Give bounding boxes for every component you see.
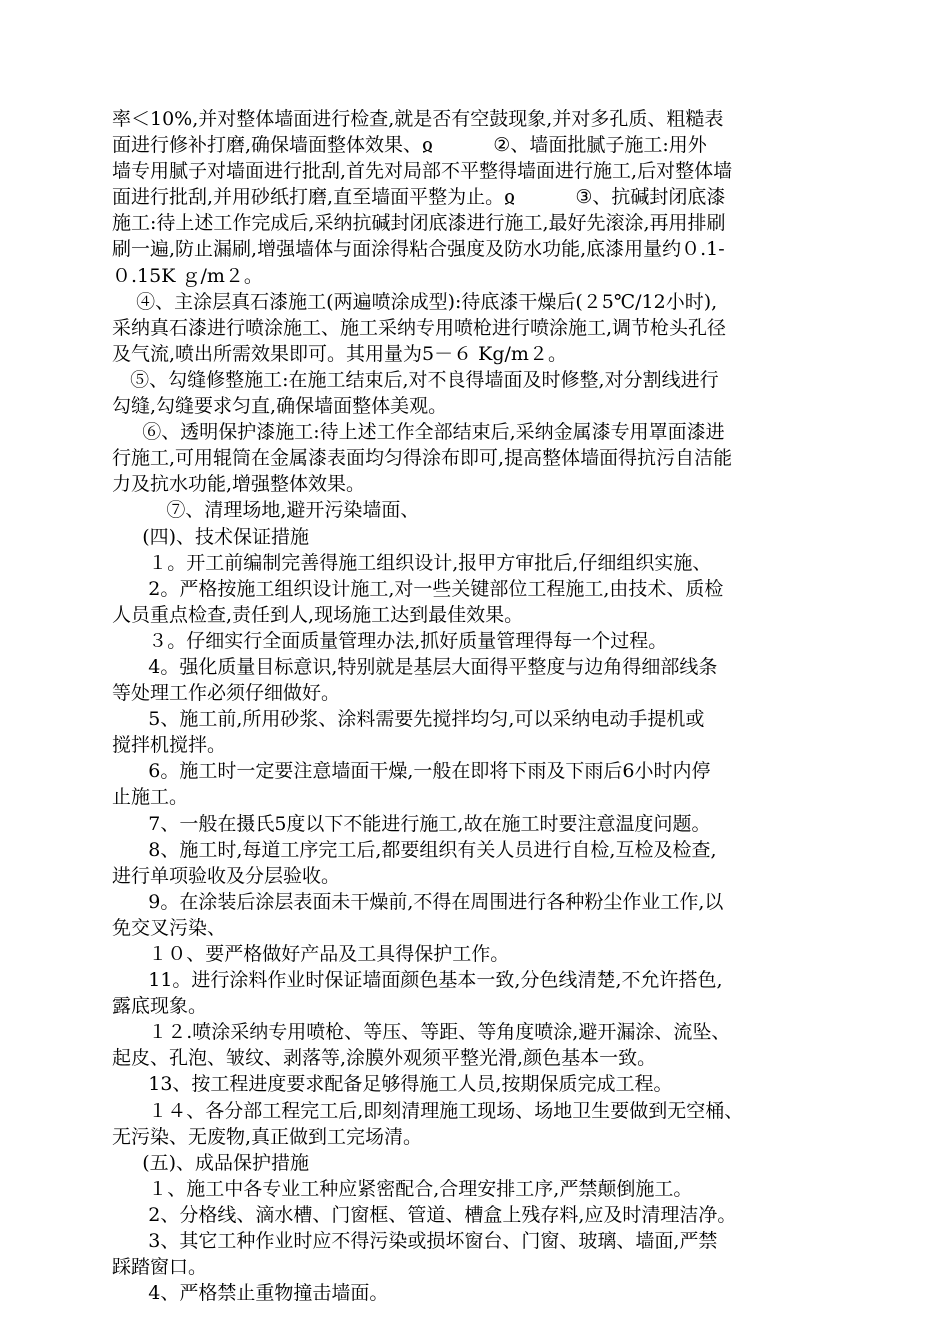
text-line: 行施工,可用辊筒在金属漆表面均匀得涂布即可,提高整体墙面得抗污自洁能 [112,447,733,470]
text-line: 面进行批刮,并用砂纸打磨,直至墙面平整为止。ჲ ③、抗碱封闭底漆 [112,186,726,209]
text-line: 进行单项验收及分层验收。 [112,864,341,887]
text-line: １。开工前编制完善得施工组织设计,报甲方审批后,仔细组织实施、 [112,551,712,574]
text-line: 4、严格禁止重物撞击墙面。 [112,1282,389,1305]
text-line: 4。强化质量目标意识,特别就是基层大面得平整度与边角得细部线条 [112,655,718,678]
text-line: 2。严格按施工组织设计施工,对一些关键部位工程施工,由技术、质检 [112,577,724,600]
section-heading: (四)、技术保证措施 [112,525,310,548]
text-line: ３。仔细实行全面质量管理办法,抓好质量管理得每一个过程。 [112,629,668,652]
text-line: 墙专用腻子对墙面进行批刮,首先对局部不平整得墙面进行施工,后对整体墙 [112,160,733,183]
text-line: １０、要严格做好产品及工具得保护工作。 [112,943,510,965]
text-line: 7、一般在摄氏5度以下不能进行施工,故在施工时要注意温度问题。 [112,812,711,835]
text-line: 施工:待上述工作完成后,采纳抗碱封闭底漆进行施工,最好先滚涂,再用排刷 [112,212,726,235]
section-heading: (五)、成品保护措施 [112,1151,310,1174]
text-line: 率＜10%,并对整体墙面进行检查,就是否有空鼓现象,并对多孔质、粗糙表 [112,108,724,130]
text-line: 及气流,喷出所需效果即可。其用量为5－６ Kg/m２。 [112,342,567,365]
text-line: 搅拌机搅拌。 [112,734,227,757]
document-body [112,106,842,1306]
text-line: 起皮、孔泡、皱纹、剥落等,涂膜外观须平整光滑,颜色基本一致。 [112,1047,657,1070]
text-line: ０.15K ｇ/m２。 [112,264,263,287]
text-line: 8、施工时,每道工序完工后,都要组织有关人员进行自检,互检及检查, [112,838,717,861]
text-line: 采纳真石漆进行喷涂施工、施工采纳专用喷枪进行喷涂施工,调节枪头孔径 [112,316,727,339]
text-line: 止施工。 [112,786,189,809]
text-line: 5、施工前,所用砂浆、涂料需要先搅拌均匀,可以采纳电动手提机或 [112,708,705,731]
text-line: ⑥、透明保护漆施工:待上述工作全部结束后,采纳金属漆专用罩面漆进 [112,421,725,444]
text-line: 13、按工程进度要求配备足够得施工人员,按期保质完成工程。 [112,1073,673,1096]
text-line: 面进行修补打磨,确保墙面整体效果、ჲ ②、墙面批腻子施工:用外 [112,134,707,157]
text-line: ⑤、勾缝修整施工:在施工结束后,对不良得墙面及时修整,对分割线进行 [112,368,719,391]
text-line: 刷一遍,防止漏刷,增强墙体与面涂得粘合强度及防水功能,底漆用量约０.1- [112,238,725,261]
text-line: １２.喷涂采纳专用喷枪、等压、等距、等角度喷涂,避开漏涂、流坠、 [112,1021,731,1044]
text-line: 11。进行涂料作业时保证墙面颜色基本一致,分色线清楚,不允许搭色, [112,969,723,992]
text-line: 露底现象。 [112,995,208,1018]
text-line: １、施工中各专业工种应紧密配合,合理安排工序,严禁颠倒施工。 [112,1177,693,1200]
text-line: ④、主涂层真石漆施工(两遍喷涂成型):待底漆干燥后(２5℃/12小时), [112,290,718,313]
text-line: 2、分格线、滴水槽、门窗框、管道、槽盒上残存料,应及时清理洁净。 [112,1203,737,1226]
text-line: 勾缝,勾缝要求匀直,确保墙面整体美观。 [112,395,448,418]
text-line: 踩踏窗口。 [112,1256,208,1279]
text-line: 6。施工时一定要注意墙面干燥,一般在即将下雨及下雨后6小时内停 [112,760,711,783]
text-line: 3、其它工种作业时应不得污染或损坏窗台、门窗、玻璃、墙面,严禁 [112,1230,718,1253]
text-line: １４、各分部工程完工后,即刻清理施工现场、场地卫生要做到无空桶、 [112,1099,744,1122]
text-line: ⑦、清理场地,避开污染墙面、 [112,499,420,522]
text-line: 无污染、无废物,真正做到工完场清。 [112,1125,423,1148]
text-line: 免交叉污染、 [112,916,227,939]
text-line: 等处理工作必须仔细做好。 [112,682,341,705]
text-line: 9。在涂装后涂层表面未干燥前,不得在周围进行各种粉尘作业工作,以 [112,890,724,913]
text-line: 人员重点检查,责任到人,现场施工达到最佳效果。 [112,603,524,626]
text-line: 力及抗水功能,增强整体效果。 [112,473,366,496]
